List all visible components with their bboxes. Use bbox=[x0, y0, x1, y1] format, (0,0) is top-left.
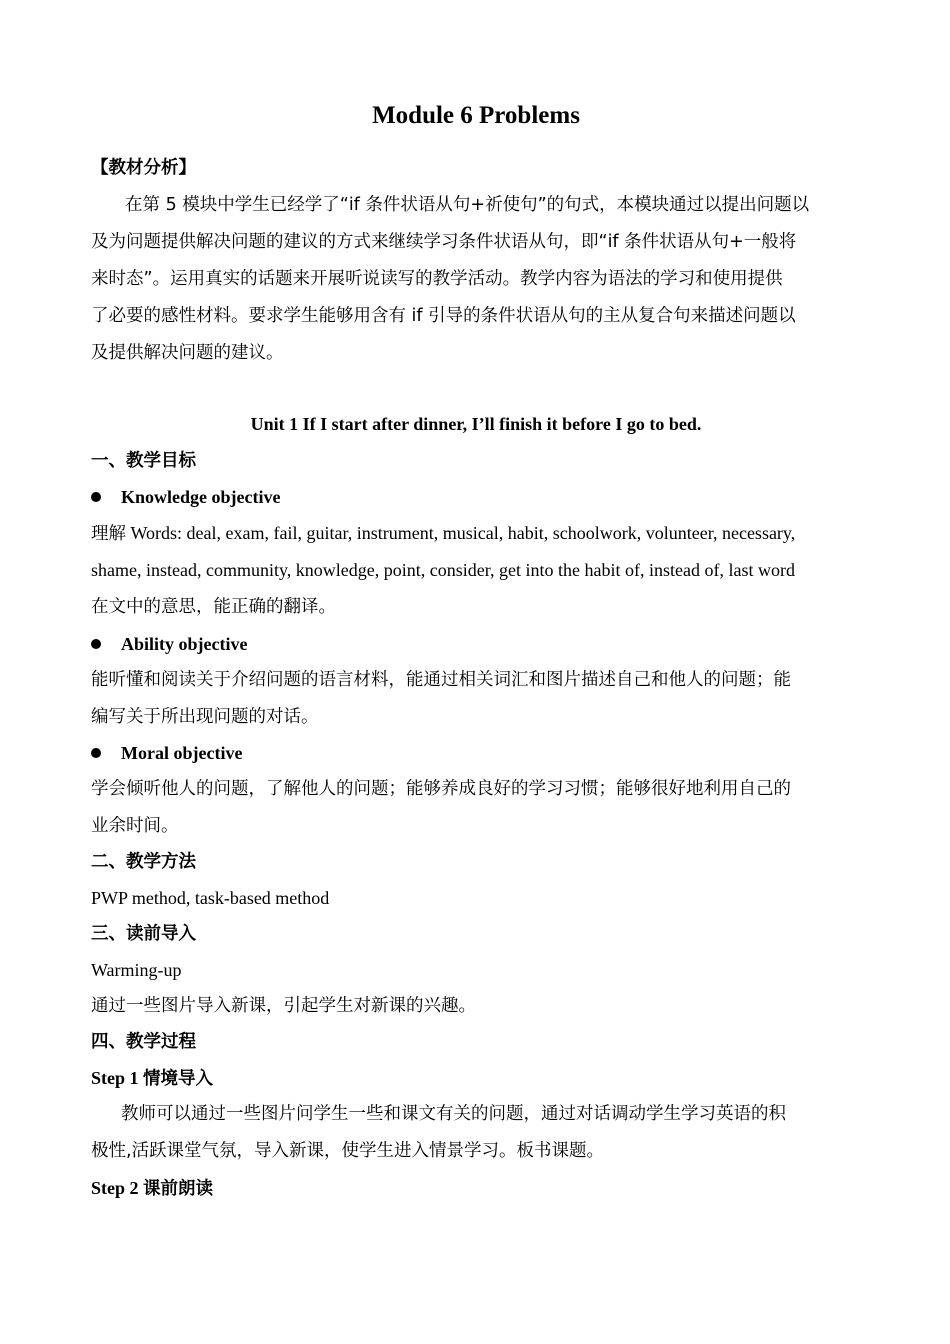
knowledge-objective-item bbox=[91, 484, 861, 511]
document-title: Module 6 Problems bbox=[372, 102, 580, 129]
moral-objective-item bbox=[91, 740, 861, 767]
analysis-line-1: 在第 5 模块中学生已经学了“if 条件状语从句+祈使句”的句式，本模块通过以提出问题以 bbox=[125, 195, 810, 215]
prereading-text: 通过一些图片导入新课，引起学生对新课的兴趣。 bbox=[91, 996, 476, 1016]
analysis-line-5: 及提供解决问题的建议。 bbox=[91, 343, 284, 363]
analysis-line-3: 来时态”。运用真实的话题来开展听说读写的教学活动。教学内容为语法的学习和使用提供 bbox=[91, 269, 783, 289]
moral-line-1: 学会倾听他人的问题，了解他人的问题；能够养成良好的学习习惯；能够很好地利用自己的 bbox=[91, 779, 791, 799]
step-1-title: 情境导入 bbox=[143, 1069, 214, 1089]
moral-line-2: 业余时间。 bbox=[91, 816, 179, 836]
knowledge-line-3: 在文中的意思，能正确的翻译。 bbox=[91, 597, 336, 617]
ability-line-2: 编写关于所出现问题的对话。 bbox=[91, 707, 319, 727]
step-1-heading bbox=[91, 1065, 861, 1092]
knowledge-line-1 bbox=[91, 520, 861, 547]
methods-heading: 二、教学方法 bbox=[91, 852, 196, 872]
step-1-line-1: 教师可以通过一些图片问学生一些和课文有关的问题，通过对话调动学生学习英语的积 bbox=[121, 1104, 786, 1124]
knowledge-line-1-en: Words: deal, exam, fail, guitar, instrument, musical, habit, schoolwork, volunteer, necessary, bbox=[126, 523, 796, 543]
moral-objective-label: Moral objective bbox=[121, 743, 243, 763]
prereading-label: Warming-up bbox=[91, 960, 182, 980]
document-page bbox=[91, 0, 861, 1344]
bullet-icon bbox=[91, 748, 101, 758]
ability-line-1: 能听懂和阅读关于介绍问题的语言材料，能通过相关词汇和图片描述自己和他人的问题；能 bbox=[91, 670, 791, 690]
knowledge-line-2: shame, instead, community, knowledge, point, consider, get into the habit of, instead of, last word bbox=[91, 560, 795, 580]
ability-objective-item bbox=[91, 631, 861, 658]
ability-objective-label: Ability objective bbox=[121, 634, 248, 654]
step-2-title: 课前朗读 bbox=[143, 1179, 214, 1199]
step-2-heading bbox=[91, 1175, 861, 1202]
unit-title: Unit 1 If I start after dinner, I’ll finish it before I go to bed. bbox=[250, 414, 702, 434]
step-1-label: Step 1 bbox=[91, 1068, 144, 1088]
bullet-icon bbox=[91, 639, 101, 649]
process-heading: 四、教学过程 bbox=[91, 1032, 196, 1052]
step-2-label: Step 2 bbox=[91, 1178, 144, 1198]
knowledge-objective-label: Knowledge objective bbox=[121, 487, 281, 507]
analysis-heading: 【教材分析】 bbox=[91, 158, 196, 178]
step-1-line-2: 极性,活跃课堂气氛，导入新课，使学生进入情景学习。板书课题。 bbox=[91, 1141, 605, 1161]
analysis-line-2: 及为问题提供解决问题的建议的方式来继续学习条件状语从句，即“if 条件状语从句+一般将 bbox=[91, 232, 797, 252]
goals-heading: 一、教学目标 bbox=[91, 451, 196, 471]
methods-text: PWP method, task-based method bbox=[91, 888, 330, 908]
knowledge-line-1-cn: 理解 bbox=[91, 524, 126, 544]
analysis-line-4: 了必要的感性材料。要求学生能够用含有 if 引导的条件状语从句的主从复合句来描述问题以 bbox=[91, 306, 796, 326]
bullet-icon bbox=[91, 492, 101, 502]
prereading-heading: 三、读前导入 bbox=[91, 924, 196, 944]
